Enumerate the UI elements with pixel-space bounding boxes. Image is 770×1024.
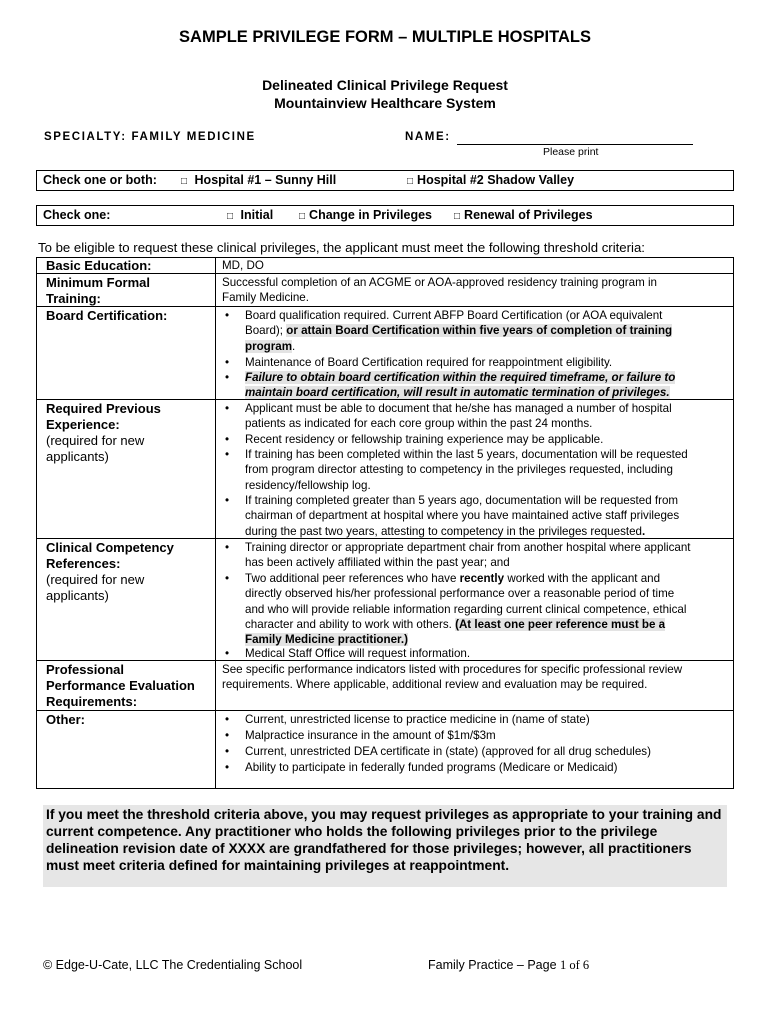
clinical-competency-label: Clinical Competency References: (required for new applicants)	[46, 540, 174, 603]
page-number: Family Practice – Page 1 of 6	[428, 958, 590, 972]
criteria-intro: To be eligible to request these clinical privileges, the applicant must meet the following threshold criteria:	[38, 240, 645, 255]
other-label: Other:	[46, 712, 85, 727]
change-privileges-label: Change in Privileges	[309, 208, 433, 222]
copyright-notice: © Edge-U-Cate, LLC The Credentialing School	[43, 958, 303, 972]
min-training-value: Successful completion of an ACGME or AOA-approved residency training program in Family Medicine.	[222, 276, 657, 305]
list-item: • Medical Staff Office will request information.	[222, 646, 730, 661]
list-item: • Applicant must be able to document that he/she has managed a number of hospital patients as indicated for each core group within the past 24 months.	[222, 401, 730, 432]
professional-performance-value: See specific performance indicators listed with procedures for specific professional review requirements. Where applicable, additional review and evaluation may be required.	[222, 663, 683, 692]
hospital-selection-label: Check one or both:	[43, 173, 157, 187]
grandfather-notice: If you meet the threshold criteria above, you may request privileges as appropriate to your training and current competence. Any practitioner who holds the following privileges prior to the privilege delineation revision date of XXXX are grandfathered for those privileges; however, all practitioners must meet criteria defined for maintaining privileges at reappointment.	[46, 807, 722, 873]
specialty-label: SPECIALTY: FAMILY MEDICINE	[44, 131, 256, 143]
list-item: • If training completed greater than 5 years ago, documentation will be requested from chairman of department at hospital where you have maintained active staff privileges during the past two years, attesting to competency in the privileges requested.	[222, 493, 730, 539]
organization-name: Mountainview Healthcare System	[274, 95, 496, 111]
list-item: • Board qualification required. Current ABFP Board Certification (or AOA equivalent Board); or attain Board Certification within five years of completion of training program.	[222, 308, 730, 354]
hospital-2-option[interactable]	[407, 173, 574, 187]
row-divider	[36, 710, 734, 711]
name-field[interactable]	[457, 144, 693, 145]
list-item: • Maintenance of Board Certification required for reappointment eligibility.	[222, 355, 730, 370]
list-item: • Current, unrestricted DEA certificate in (state) (approved for all drug schedules)	[222, 744, 730, 759]
list-item: • Ability to participate in federally funded programs (Medicare or Medicaid)	[222, 760, 730, 775]
change-privileges-option[interactable]	[299, 208, 432, 222]
list-item: • Two additional peer references who have recently worked with the applicant and directly observed his/her professional performance over a reasonable period of time and who will provide reliable information regarding current clinical competence, ethical character and ability to work with others. (At least one peer reference must be a Family Medicine practitioner.)	[222, 571, 730, 647]
checkbox-icon[interactable]: □	[227, 211, 234, 222]
checkbox-icon[interactable]: □	[299, 211, 306, 222]
min-training-label: Minimum Formal Training:	[46, 275, 151, 306]
checkbox-icon[interactable]: □	[181, 176, 188, 187]
list-item: • Malpractice insurance in the amount of $1m/$3m	[222, 728, 730, 743]
list-item: • Current, unrestricted license to practice medicine in (name of state)	[222, 712, 730, 727]
board-certification-label: Board Certification:	[46, 308, 168, 323]
list-item: • Recent residency or fellowship training experience may be applicable.	[222, 432, 730, 447]
checkbox-icon[interactable]: □	[407, 176, 414, 187]
name-label: NAME:	[405, 131, 451, 143]
hospital-1-option[interactable]	[181, 173, 336, 187]
basic-education-label: Basic Education:	[46, 258, 152, 273]
renewal-privileges-option[interactable]	[454, 208, 593, 222]
request-type-label: Check one:	[43, 208, 111, 222]
basic-education-value: MD, DO	[222, 259, 264, 272]
please-print-hint: Please print	[543, 146, 599, 158]
initial-label: Initial	[240, 208, 274, 222]
required-experience-label: Required Previous Experience: (required for new applicants)	[46, 401, 161, 464]
initial-option[interactable]	[227, 208, 273, 222]
list-item: • Failure to obtain board certification within the required timeframe, or failure to maintain board certification, will result in automatic termination of privileges.	[222, 370, 730, 401]
hospital-2-label: Hospital #2 Shadow Valley	[417, 173, 575, 187]
page-title: SAMPLE PRIVILEGE FORM – MULTIPLE HOSPITALS	[179, 28, 591, 46]
list-item: • If training has been completed within the last 5 years, documentation will be requested from program director attesting to competency in the privileges requested, including residency/fellowship log.	[222, 447, 730, 493]
checkbox-icon[interactable]: □	[454, 211, 461, 222]
form-subtitle: Delineated Clinical Privilege Request	[262, 77, 508, 93]
professional-performance-label: Professional Performance Evaluation Requirements:	[46, 662, 195, 709]
hospital-1-label: Hospital #1 – Sunny Hill	[194, 173, 337, 187]
renewal-privileges-label: Renewal of Privileges	[464, 208, 593, 222]
list-item: • Training director or appropriate department chair from another hospital where applicant has been actively affiliated within the past year; and	[222, 540, 730, 571]
